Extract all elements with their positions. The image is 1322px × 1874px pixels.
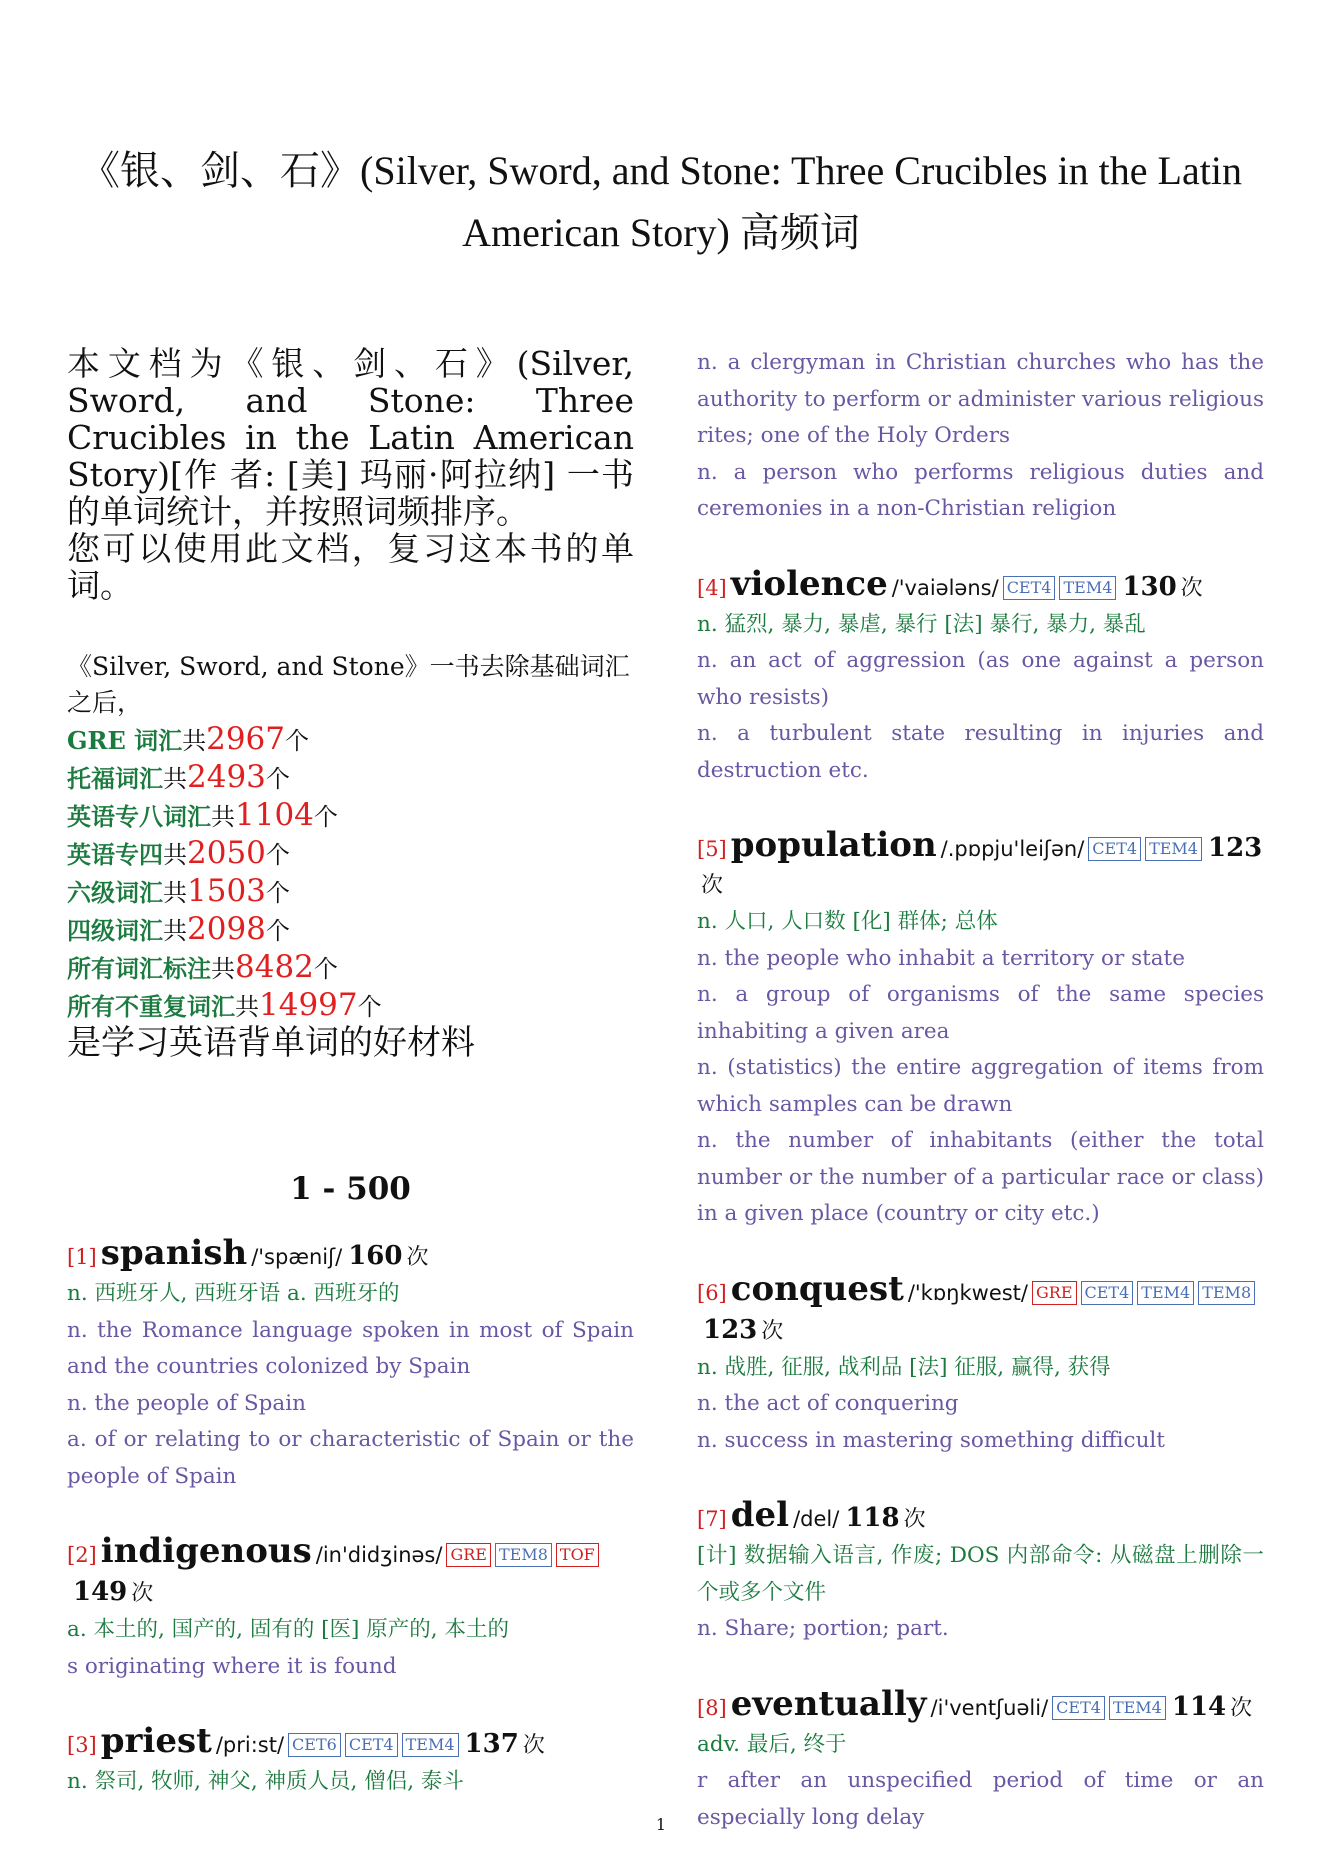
stat-row [67, 987, 634, 1025]
chinese-definition: n. 祭司, 牧师, 神父, 神质人员, 僧侣, 泰斗 [67, 1769, 464, 1794]
entry-word: indigenous [100, 1531, 312, 1571]
stat-row [67, 873, 634, 911]
entry-count: 137 [464, 1729, 519, 1759]
entry-count-unit: 次 [761, 1318, 784, 1344]
chinese-definition: n. 战胜, 征服, 战利品 [法] 征服, 赢得, 获得 [697, 1354, 1111, 1380]
exam-tag: TEM4 [402, 1733, 459, 1757]
entry-head [697, 563, 1264, 607]
english-definition: n. a clergyman in Christian churches who has the authority to perform or administer various religious rites; one of the Holy Orders [697, 350, 1264, 448]
chinese-definition: [计] 数据输入语言, 作废; DOS 内部命令: 从磁盘上删除一个或多个文件 [697, 1543, 1264, 1605]
english-definition: n. Share; portion; part. [697, 1616, 949, 1641]
entry-count-unit: 次 [1230, 1695, 1253, 1721]
entry-phonetic: /'kɒŋkwest/ [907, 1280, 1028, 1305]
range-heading: 1 - 500 [290, 1171, 411, 1207]
entry-word: spanish [100, 1233, 248, 1273]
word-entry [697, 1268, 1264, 1460]
stat-label: 所有不重复词汇 [67, 992, 235, 1021]
stat-pre: 共 [163, 841, 187, 869]
chinese-definition: adv. 最后, 终于 [697, 1731, 847, 1757]
entry-rank: [6] [697, 1280, 727, 1305]
entry-count-unit: 次 [131, 1581, 154, 1606]
entry-count: 114 [1171, 1691, 1227, 1722]
stat-count: 8482 [235, 949, 314, 985]
stat-row [67, 949, 634, 987]
entry-head [67, 1533, 634, 1612]
stats-tail: 是学习英语背单词的好材料 [67, 1023, 475, 1063]
entry-rank: [8] [697, 1695, 727, 1720]
stat-unit: 个 [265, 841, 290, 869]
stat-count: 2098 [187, 911, 266, 947]
stat-row [67, 759, 634, 797]
exam-tag: TEM4 [1109, 1696, 1166, 1720]
english-definition: n. the Romance language spoken in most of Spain and the countries colonized by Spain [67, 1317, 634, 1379]
right-column [697, 345, 1264, 1874]
entry-phonetic: /i'ventʃuəli/ [930, 1695, 1049, 1720]
exam-tag: CET4 [1052, 1696, 1105, 1720]
exam-tag: CET6 [288, 1733, 341, 1757]
stat-label: GRE 词汇 [67, 726, 183, 755]
entry-word: violence [730, 563, 888, 604]
entry-rank: [3] [67, 1733, 97, 1757]
entry-count: 123 [703, 1314, 758, 1345]
entry-rank: [5] [697, 837, 727, 861]
stat-count: 2493 [187, 759, 266, 795]
word-entry [697, 563, 1264, 790]
english-definition: n. a person who performs religious duties and ceremonies in a non-Christian religion [697, 459, 1264, 521]
chinese-definition: a. 本土的, 国产的, 固有的 [医] 原产的, 本土的 [67, 1617, 509, 1642]
stat-unit: 个 [285, 727, 309, 755]
stat-pre: 共 [163, 917, 187, 945]
entry-head [697, 1268, 1264, 1350]
entry-count: 118 [845, 1503, 900, 1533]
entry-head [697, 1683, 1264, 1727]
stat-count: 2967 [206, 721, 285, 757]
intro-paragraph: 本文档为《银、剑、石》(Silver, Sword, and Stone: Three Crucibles in the Latin American Story)[作 者: [美] 玛丽·阿拉纳] 一书的单词统计，并按照词频排序。 [67, 344, 634, 531]
entry-count-unit: 次 [701, 873, 724, 898]
stat-pre: 共 [211, 955, 235, 983]
chinese-definition: n. 西班牙人, 西班牙语 a. 西班牙的 [67, 1281, 400, 1306]
entry-head [67, 1235, 634, 1276]
stat-unit: 个 [313, 955, 338, 983]
entry-phonetic: /.pɒpju'leiʃən/ [940, 837, 1085, 861]
stat-pre: 共 [235, 993, 259, 1021]
english-definition: s originating where it is found [67, 1653, 397, 1679]
word-entry [697, 1683, 1264, 1837]
stat-row [67, 835, 634, 873]
stat-row [67, 797, 634, 835]
stat-pre: 共 [211, 803, 235, 831]
entry-phonetic: /del/ [793, 1507, 840, 1531]
page-title: 《银、剑、石》(Silver, Sword, and Stone: Three Crucibles in the Latin American Story) 高频词 [80, 148, 1242, 255]
entry-word: del [730, 1495, 790, 1535]
stat-row [67, 911, 634, 949]
stat-unit: 个 [265, 917, 290, 945]
word-entry [697, 827, 1264, 1233]
exam-tag: TOF [556, 1543, 599, 1567]
stat-label: 英语专四 [67, 840, 163, 869]
exam-tag: CET4 [1081, 1281, 1134, 1305]
stat-label: 所有词汇标注 [67, 954, 211, 983]
stat-row [67, 721, 634, 759]
english-definition: n. (statistics) the entire aggregation of items from which samples can be drawn [697, 1055, 1264, 1117]
entry-word: eventually [730, 1683, 927, 1724]
english-definition: n. the people who inhabit a territory or state [697, 945, 1185, 971]
intro-paragraph: 您可以使用此文档，复习这本书的单词。 [67, 529, 634, 605]
stat-pre: 共 [182, 727, 207, 755]
stat-label: 英语专八词汇 [67, 802, 211, 831]
stat-unit: 个 [357, 993, 382, 1021]
word-entry [67, 1723, 634, 1801]
stat-label: 四级词汇 [67, 916, 163, 945]
exam-tag: CET4 [1088, 837, 1141, 861]
stat-unit: 个 [313, 803, 338, 831]
entry-count: 123 [1207, 833, 1263, 863]
entry-count: 149 [73, 1577, 128, 1607]
stat-label: 托福词汇 [67, 764, 163, 793]
entry-count-unit: 次 [522, 1733, 545, 1758]
english-definition: n. the act of conquering [697, 1391, 959, 1416]
entry-count-unit: 次 [1180, 575, 1203, 601]
word-entry [67, 1235, 634, 1495]
vocab-stats [67, 649, 634, 1061]
english-definition: n. the people of Spain [67, 1390, 306, 1416]
entry-head [697, 827, 1264, 904]
english-definition: n. an act of aggression (as one against a person who resists) [697, 648, 1264, 710]
entry-count: 160 [348, 1241, 403, 1271]
chinese-definition: n. 猛烈, 暴力, 暴虐, 暴行 [法] 暴行, 暴力, 暴乱 [697, 611, 1146, 637]
entry-rank: [7] [697, 1507, 727, 1531]
exam-tag: TEM8 [1198, 1281, 1255, 1305]
entry-word: conquest [730, 1268, 904, 1309]
stat-count: 1104 [235, 797, 314, 833]
word-entry [67, 1533, 634, 1685]
entry-word: priest [100, 1721, 212, 1761]
english-definition: n. a group of organisms of the same species inhabiting a given area [697, 982, 1264, 1044]
stats-lead: 《Silver, Sword, and Stone》一书去除基础词汇之后， [67, 652, 630, 717]
page-number: 1 [655, 1815, 667, 1834]
stat-pre: 共 [163, 879, 187, 907]
english-definition: n. a turbulent state resulting in injuries and destruction etc. [697, 721, 1264, 783]
stat-count: 2050 [187, 835, 266, 871]
exam-tag: GRE [1032, 1281, 1077, 1305]
entry-rank: [4] [697, 575, 727, 600]
english-definition: n. success in mastering something difficult [697, 1427, 1165, 1453]
exam-tag: GRE [446, 1543, 491, 1567]
entry-phonetic: /pri:st/ [215, 1733, 285, 1757]
entry-head [697, 1497, 1264, 1538]
word-entry [697, 1497, 1264, 1648]
entry-word: population [730, 825, 937, 865]
exam-tag: TEM4 [1059, 576, 1116, 600]
stat-count: 14997 [259, 987, 358, 1023]
exam-tag: TEM8 [495, 1543, 552, 1567]
entry-head [67, 1723, 634, 1764]
exam-tag: CET4 [345, 1733, 398, 1757]
word-entry [697, 345, 1264, 528]
exam-tag: CET4 [1003, 576, 1056, 600]
exam-tag: TEM4 [1137, 1281, 1194, 1305]
entry-count-unit: 次 [903, 1507, 926, 1532]
entry-phonetic: /'spæniʃ/ [251, 1245, 343, 1269]
intro [67, 345, 634, 604]
exam-tag: TEM4 [1145, 837, 1202, 861]
entry-count-unit: 次 [406, 1245, 429, 1270]
chinese-definition: n. 人口, 人口数 [化] 群体; 总体 [697, 909, 998, 934]
left-column [67, 345, 634, 1801]
english-definition: r after an unspecified period of time or an especially long delay [697, 1768, 1264, 1830]
english-definition: n. the number of inhabitants (either the total number or the number of a particular race or class) in a given place (country or city etc.) [697, 1128, 1264, 1226]
stat-pre: 共 [163, 765, 187, 793]
stat-label: 六级词汇 [67, 878, 163, 907]
stat-unit: 个 [265, 879, 290, 907]
entry-rank: [1] [67, 1245, 97, 1269]
entry-phonetic: /'vaiələns/ [891, 575, 999, 600]
stat-count: 1503 [187, 873, 266, 909]
english-definition: a. of or relating to or characteristic of Spain or the people of Spain [67, 1427, 634, 1489]
entry-count: 130 [1122, 571, 1177, 602]
stat-unit: 个 [265, 765, 290, 793]
entry-rank: [2] [67, 1543, 97, 1567]
entry-phonetic: /in'didʒinəs/ [315, 1543, 443, 1567]
